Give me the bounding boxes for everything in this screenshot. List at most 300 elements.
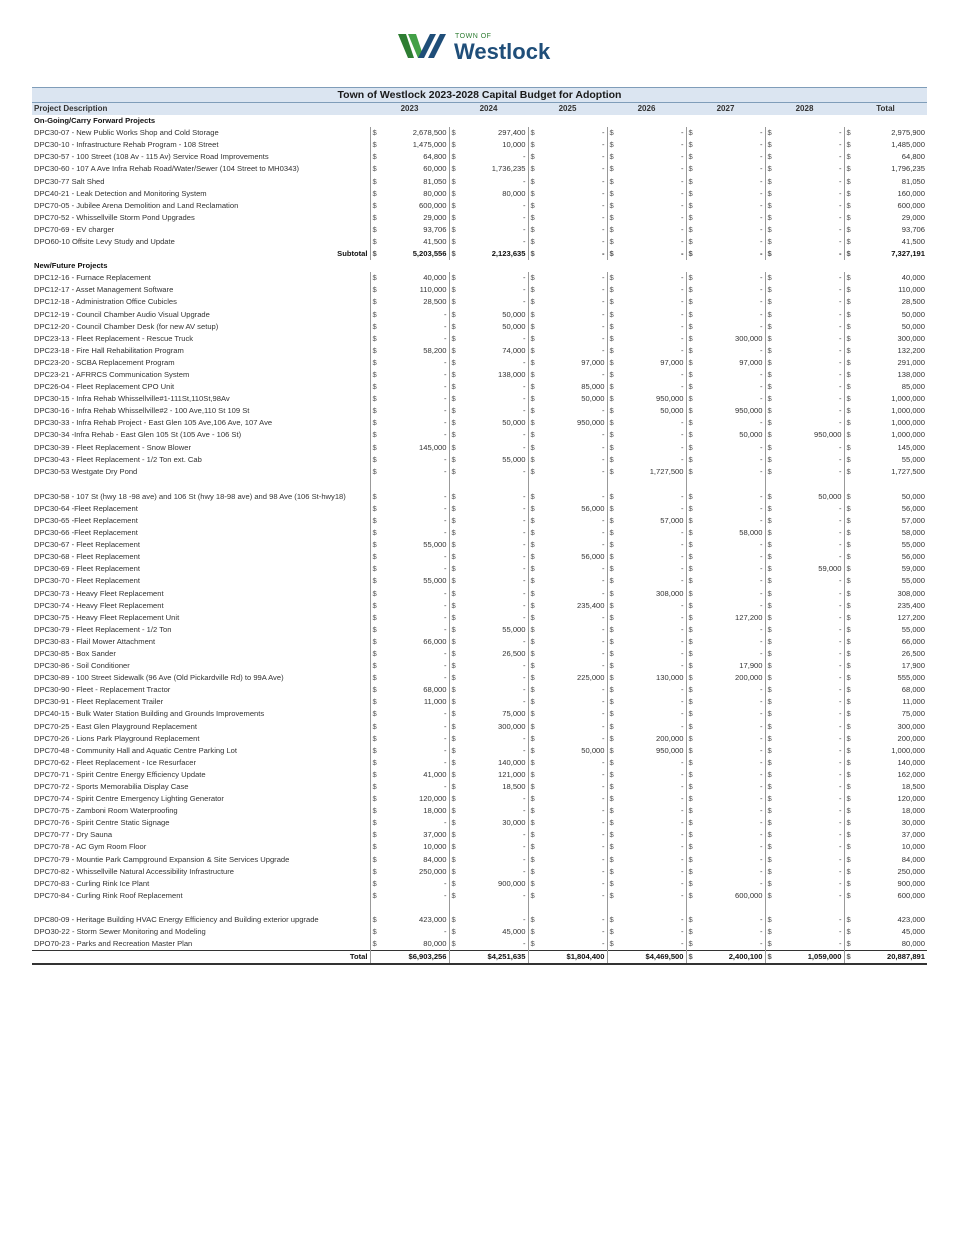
amount-value: 145,000 [897, 442, 925, 452]
dollar-sign: $ [530, 285, 535, 295]
amount-value: 18,500 [502, 782, 526, 792]
amount-value: 235,400 [577, 600, 605, 610]
dollar-sign: $ [767, 612, 772, 622]
amount-cell [844, 284, 927, 296]
amount-cell [449, 345, 528, 357]
dollar-sign: $ [767, 878, 772, 888]
amount-value: 45,000 [901, 927, 925, 937]
amount-cell [686, 188, 765, 200]
amount-cell [686, 696, 765, 708]
dollar-sign: $ [767, 648, 772, 658]
amount-value: - [443, 878, 447, 888]
dollar-sign: $ [846, 588, 851, 598]
dollar-sign: $ [609, 188, 614, 198]
dollar-sign: $ [688, 878, 693, 888]
table-row [32, 648, 927, 660]
dollar-sign: $ [372, 140, 377, 150]
amount-value: 17,900 [901, 661, 925, 671]
project-description: DPO60-10 Offsite Levy Study and Update [34, 236, 175, 246]
amount-value: 85,000 [901, 382, 925, 392]
amount-value: - [680, 224, 684, 234]
amount-value: - [680, 721, 684, 731]
amount-cell [370, 151, 449, 163]
project-description: DPC30-39 - Fleet Replacement - Snow Blower [34, 442, 192, 452]
amount-value: - [680, 540, 684, 550]
table-row [32, 769, 927, 781]
header-total: Total [844, 103, 927, 115]
project-description: DPC23-21 - AFRRCS Communication System [34, 370, 190, 380]
amount-cell [607, 369, 686, 381]
amount-cell [528, 369, 607, 381]
amount-value: - [838, 709, 842, 719]
dollar-sign: $ [609, 612, 614, 622]
table-row [32, 478, 927, 503]
dollar-sign: $ [609, 357, 614, 367]
table-row [32, 163, 927, 175]
amount-value: - [680, 914, 684, 924]
dollar-sign: $ [609, 806, 614, 816]
amount-value: - [838, 733, 842, 743]
amount-cell [370, 429, 449, 441]
table-row [32, 878, 927, 890]
dollar-sign: $ [846, 140, 851, 150]
amount-cell [370, 309, 449, 321]
amount-value: 1,727,500 [891, 466, 925, 476]
dollar-sign: $ [846, 842, 851, 852]
dollar-sign: $ [767, 842, 772, 852]
dollar-sign: $ [609, 491, 614, 501]
amount-cell [528, 417, 607, 429]
amount-value: - [838, 927, 842, 937]
amount-cell [765, 296, 844, 308]
amount-cell [844, 587, 927, 599]
amount-value: - [759, 382, 763, 392]
amount-value: - [759, 564, 763, 574]
amount-cell [607, 284, 686, 296]
header-2028: 2028 [765, 103, 844, 115]
amount-value: - [838, 212, 842, 222]
amount-cell [844, 769, 927, 781]
amount-cell [765, 357, 844, 369]
table-row [32, 188, 927, 200]
amount-value: 950,000 [656, 394, 684, 404]
amount-value: - [601, 830, 605, 840]
amount-value: - [601, 285, 605, 295]
dollar-sign: $ [609, 128, 614, 138]
dollar-sign: $ [846, 721, 851, 731]
amount-cell [844, 914, 927, 926]
dollar-sign: $ [451, 733, 456, 743]
dollar-sign: $ [451, 636, 456, 646]
amount-cell [449, 333, 528, 345]
amount-cell [607, 769, 686, 781]
dollar-sign: $ [451, 285, 456, 295]
dollar-sign: $ [846, 564, 851, 574]
amount-cell [449, 757, 528, 769]
amount-value: - [680, 454, 684, 464]
dollar-sign: $ [372, 721, 377, 731]
amount-cell [449, 878, 528, 890]
amount-cell [449, 660, 528, 672]
amount-value: - [680, 370, 684, 380]
amount-cell [370, 236, 449, 248]
amount-cell [607, 841, 686, 853]
dollar-sign: $ [846, 782, 851, 792]
amount-value: - [680, 854, 684, 864]
amount-value: - [601, 515, 605, 525]
table-row [32, 381, 927, 393]
amount-value: - [759, 345, 763, 355]
amount-value: - [601, 370, 605, 380]
amount-cell [765, 660, 844, 672]
amount-value: - [680, 212, 684, 222]
dollar-sign: $ [767, 818, 772, 828]
amount-cell [844, 817, 927, 829]
amount-value: - [838, 552, 842, 562]
project-description: DPC30-67 - Fleet Replacement [34, 540, 140, 550]
amount-cell [370, 188, 449, 200]
dollar-sign: $ [688, 200, 693, 210]
amount-cell [765, 866, 844, 878]
amount-value: - [601, 878, 605, 888]
project-description: DPC30-83 - Flail Mower Attachment [34, 636, 156, 646]
amount-cell [449, 224, 528, 236]
dollar-sign: $ [530, 297, 535, 307]
dollar-sign: $ [530, 624, 535, 634]
dollar-sign: $ [688, 952, 693, 962]
project-description: DPC30-15 - Infra Rehab Whissellville#1-111St,110St,98Av [34, 394, 230, 404]
amount-cell [765, 175, 844, 187]
amount-value: - [522, 914, 526, 924]
amount-cell [844, 575, 927, 587]
project-description: DPC12-18 - Administration Office Cubicles [34, 297, 177, 307]
amount-value: - [759, 648, 763, 658]
amount-cell [765, 405, 844, 417]
amount-value: 30,000 [502, 818, 526, 828]
amount-cell [449, 175, 528, 187]
amount-cell [844, 672, 927, 684]
amount-value: - [601, 442, 605, 452]
dollar-sign: $ [609, 442, 614, 452]
dollar-sign: $ [846, 794, 851, 804]
dollar-sign: $ [530, 697, 535, 707]
amount-cell [607, 175, 686, 187]
dollar-sign: $ [609, 454, 614, 464]
amount-value: 5,203,556 [412, 249, 447, 259]
amount-cell [607, 745, 686, 757]
amount-value: 10,000 [502, 140, 526, 150]
dollar-sign: $ [688, 818, 693, 828]
dollar-sign: $ [609, 757, 614, 767]
amount-cell [765, 563, 844, 575]
amount-value: 50,000 [660, 406, 684, 416]
amount-cell [607, 660, 686, 672]
amount-value: - [838, 721, 842, 731]
amount-cell [528, 902, 607, 914]
amount-value: - [601, 224, 605, 234]
dollar-sign: $ [846, 600, 851, 610]
dollar-sign: $ [846, 697, 851, 707]
table-row [32, 854, 927, 866]
amount-cell [686, 333, 765, 345]
dollar-sign: $ [688, 721, 693, 731]
amount-cell [449, 381, 528, 393]
dollar-sign: $ [846, 806, 851, 816]
amount-cell [528, 648, 607, 660]
dollar-sign: $ [372, 394, 377, 404]
amount-cell [686, 733, 765, 745]
dollar-sign: $ [846, 854, 851, 864]
dollar-sign: $ [767, 515, 772, 525]
amount-cell [765, 890, 844, 902]
amount-cell [370, 405, 449, 417]
amount-cell [686, 648, 765, 660]
amount-value: 140,000 [498, 757, 526, 767]
dollar-sign: $ [688, 685, 693, 695]
amount-cell [765, 708, 844, 720]
amount-value: - [680, 794, 684, 804]
dollar-sign: $ [688, 624, 693, 634]
amount-value: - [838, 285, 842, 295]
dollar-sign: $ [530, 370, 535, 380]
amount-value: - [759, 236, 763, 246]
amount-value: 58,000 [739, 528, 763, 538]
dollar-sign: $ [767, 757, 772, 767]
amount-value: - [522, 576, 526, 586]
amount-value: 68,000 [901, 685, 925, 695]
amount-cell [370, 878, 449, 890]
amount-cell [607, 721, 686, 733]
dollar-sign: $ [530, 564, 535, 574]
amount-cell [686, 296, 765, 308]
dollar-sign: $ [609, 273, 614, 283]
subtotal-row [32, 248, 927, 260]
amount-cell [686, 854, 765, 866]
amount-cell [765, 188, 844, 200]
dollar-sign: $ [451, 661, 456, 671]
dollar-sign: $ [846, 769, 851, 779]
amount-cell [765, 127, 844, 139]
table-row [32, 309, 927, 321]
dollar-sign: $ [846, 430, 851, 440]
amount-cell [528, 817, 607, 829]
dollar-sign: $ [530, 673, 535, 683]
dollar-sign: $ [451, 454, 456, 464]
amount-cell [607, 829, 686, 841]
dollar-sign: $ [846, 952, 851, 962]
dollar-sign: $ [846, 491, 851, 501]
dollar-sign: $ [372, 442, 377, 452]
amount-cell [686, 175, 765, 187]
project-description [32, 902, 370, 914]
amount-cell [844, 938, 927, 951]
amount-cell [528, 938, 607, 951]
dollar-sign: $ [688, 164, 693, 174]
amount-cell [449, 951, 528, 965]
amount-cell [765, 369, 844, 381]
amount-cell [844, 745, 927, 757]
dollar-sign: $ [372, 345, 377, 355]
amount-value: 50,000 [818, 491, 842, 501]
amount-value: 7,327,191 [891, 249, 925, 259]
amount-cell [370, 539, 449, 551]
amount-cell [765, 429, 844, 441]
amount-cell [686, 454, 765, 466]
amount-cell [686, 878, 765, 890]
amount-cell [370, 902, 449, 914]
dollar-sign: $ [688, 273, 693, 283]
dollar-sign: $ [846, 212, 851, 222]
amount-value: - [601, 588, 605, 598]
amount-cell [607, 163, 686, 175]
dollar-sign: $ [530, 576, 535, 586]
amount-value: - [601, 528, 605, 538]
dollar-sign: $ [767, 503, 772, 513]
amount-value: 57,000 [901, 515, 925, 525]
dollar-sign: $ [609, 709, 614, 719]
amount-value: - [443, 624, 447, 634]
amount-cell [844, 127, 927, 139]
amount-value: 60,000 [423, 164, 447, 174]
project-description: DPC70-77 - Dry Sauna [34, 830, 113, 840]
amount-value: 120,000 [419, 794, 447, 804]
amount-value: 555,000 [897, 673, 925, 683]
amount-cell [370, 272, 449, 284]
amount-value: - [601, 128, 605, 138]
amount-cell [686, 503, 765, 515]
amount-value: - [759, 249, 763, 259]
amount-value: - [838, 515, 842, 525]
amount-value: 93,706 [423, 224, 447, 234]
amount-cell [449, 515, 528, 527]
amount-value: 1,485,000 [891, 140, 925, 150]
amount-cell [765, 466, 844, 478]
dollar-sign: $ [451, 212, 456, 222]
dollar-sign: $ [372, 636, 377, 646]
amount-value: - [680, 176, 684, 186]
amount-value: - [759, 297, 763, 307]
amount-cell [686, 357, 765, 369]
amount-value: 308,000 [656, 588, 684, 598]
amount-value: - [759, 854, 763, 864]
amount-cell [449, 902, 528, 914]
amount-cell [686, 890, 765, 902]
amount-value: 1,000,000 [891, 745, 925, 755]
amount-value: - [680, 842, 684, 852]
dollar-sign: $ [372, 697, 377, 707]
amount-value: 423,000 [897, 914, 925, 924]
dollar-sign: $ [688, 418, 693, 428]
amount-cell [607, 429, 686, 441]
amount-value: - [759, 624, 763, 634]
amount-cell [686, 539, 765, 551]
dollar-sign: $ [372, 528, 377, 538]
dollar-sign: $ [846, 648, 851, 658]
dollar-sign: $ [609, 406, 614, 416]
amount-value: - [838, 685, 842, 695]
amount-cell [449, 575, 528, 587]
amount-value: 130,000 [656, 673, 684, 683]
amount-cell [607, 781, 686, 793]
table-row [32, 600, 927, 612]
amount-cell [370, 951, 449, 965]
amount-value: 50,000 [581, 745, 605, 755]
amount-cell [528, 478, 607, 503]
dollar-sign: $ [609, 249, 614, 259]
amount-cell [686, 417, 765, 429]
amount-cell [686, 139, 765, 151]
dollar-sign: $ [846, 164, 851, 174]
amount-cell [528, 951, 607, 965]
amount-value: - [522, 733, 526, 743]
dollar-sign: $ [846, 394, 851, 404]
project-description: DPC70-05 - Jubilee Arena Demolition and Land Reclamation [34, 200, 239, 210]
dollar-sign: $ [846, 673, 851, 683]
dollar-sign: $ [609, 878, 614, 888]
amount-cell [686, 272, 765, 284]
amount-value: 2,400,100 [728, 952, 763, 962]
amount-value: 132,200 [897, 345, 925, 355]
amount-value: - [838, 890, 842, 900]
amount-value: - [680, 503, 684, 513]
dollar-sign: $ [530, 927, 535, 937]
amount-value: - [443, 818, 447, 828]
dollar-sign: $ [451, 878, 456, 888]
amount-value: 55,000 [423, 540, 447, 550]
dollar-sign: $ [609, 285, 614, 295]
dollar-sign: $ [767, 745, 772, 755]
amount-value: 29,000 [901, 212, 925, 222]
amount-cell [686, 212, 765, 224]
amount-cell [528, 563, 607, 575]
amount-cell [449, 817, 528, 829]
dollar-sign: $ [451, 528, 456, 538]
amount-cell [449, 405, 528, 417]
amount-value: 26,500 [502, 648, 526, 658]
dollar-sign: $ [846, 939, 851, 949]
amount-value: - [838, 345, 842, 355]
amount-cell [607, 612, 686, 624]
amount-cell [844, 878, 927, 890]
amount-cell [449, 272, 528, 284]
amount-cell [449, 503, 528, 515]
amount-cell [765, 854, 844, 866]
dollar-sign: $ [451, 273, 456, 283]
amount-value: - [838, 782, 842, 792]
amount-cell [607, 466, 686, 478]
dollar-sign: $ [451, 806, 456, 816]
amount-value: - [601, 212, 605, 222]
amount-cell [449, 236, 528, 248]
amount-cell [370, 139, 449, 151]
table-row [32, 805, 927, 817]
amount-value: - [759, 757, 763, 767]
amount-cell [528, 272, 607, 284]
amount-value: - [601, 564, 605, 574]
amount-value: - [838, 939, 842, 949]
amount-value: 162,000 [897, 769, 925, 779]
project-description: DPC12-20 - Council Chamber Desk (for new AV setup) [34, 321, 219, 331]
amount-cell [844, 515, 927, 527]
amount-cell [607, 696, 686, 708]
amount-value: - [759, 515, 763, 525]
amount-cell [844, 503, 927, 515]
amount-cell [765, 284, 844, 296]
dollar-sign: $ [372, 854, 377, 864]
amount-value: - [601, 661, 605, 671]
amount-value: - [522, 394, 526, 404]
amount-value: 950,000 [735, 406, 763, 416]
